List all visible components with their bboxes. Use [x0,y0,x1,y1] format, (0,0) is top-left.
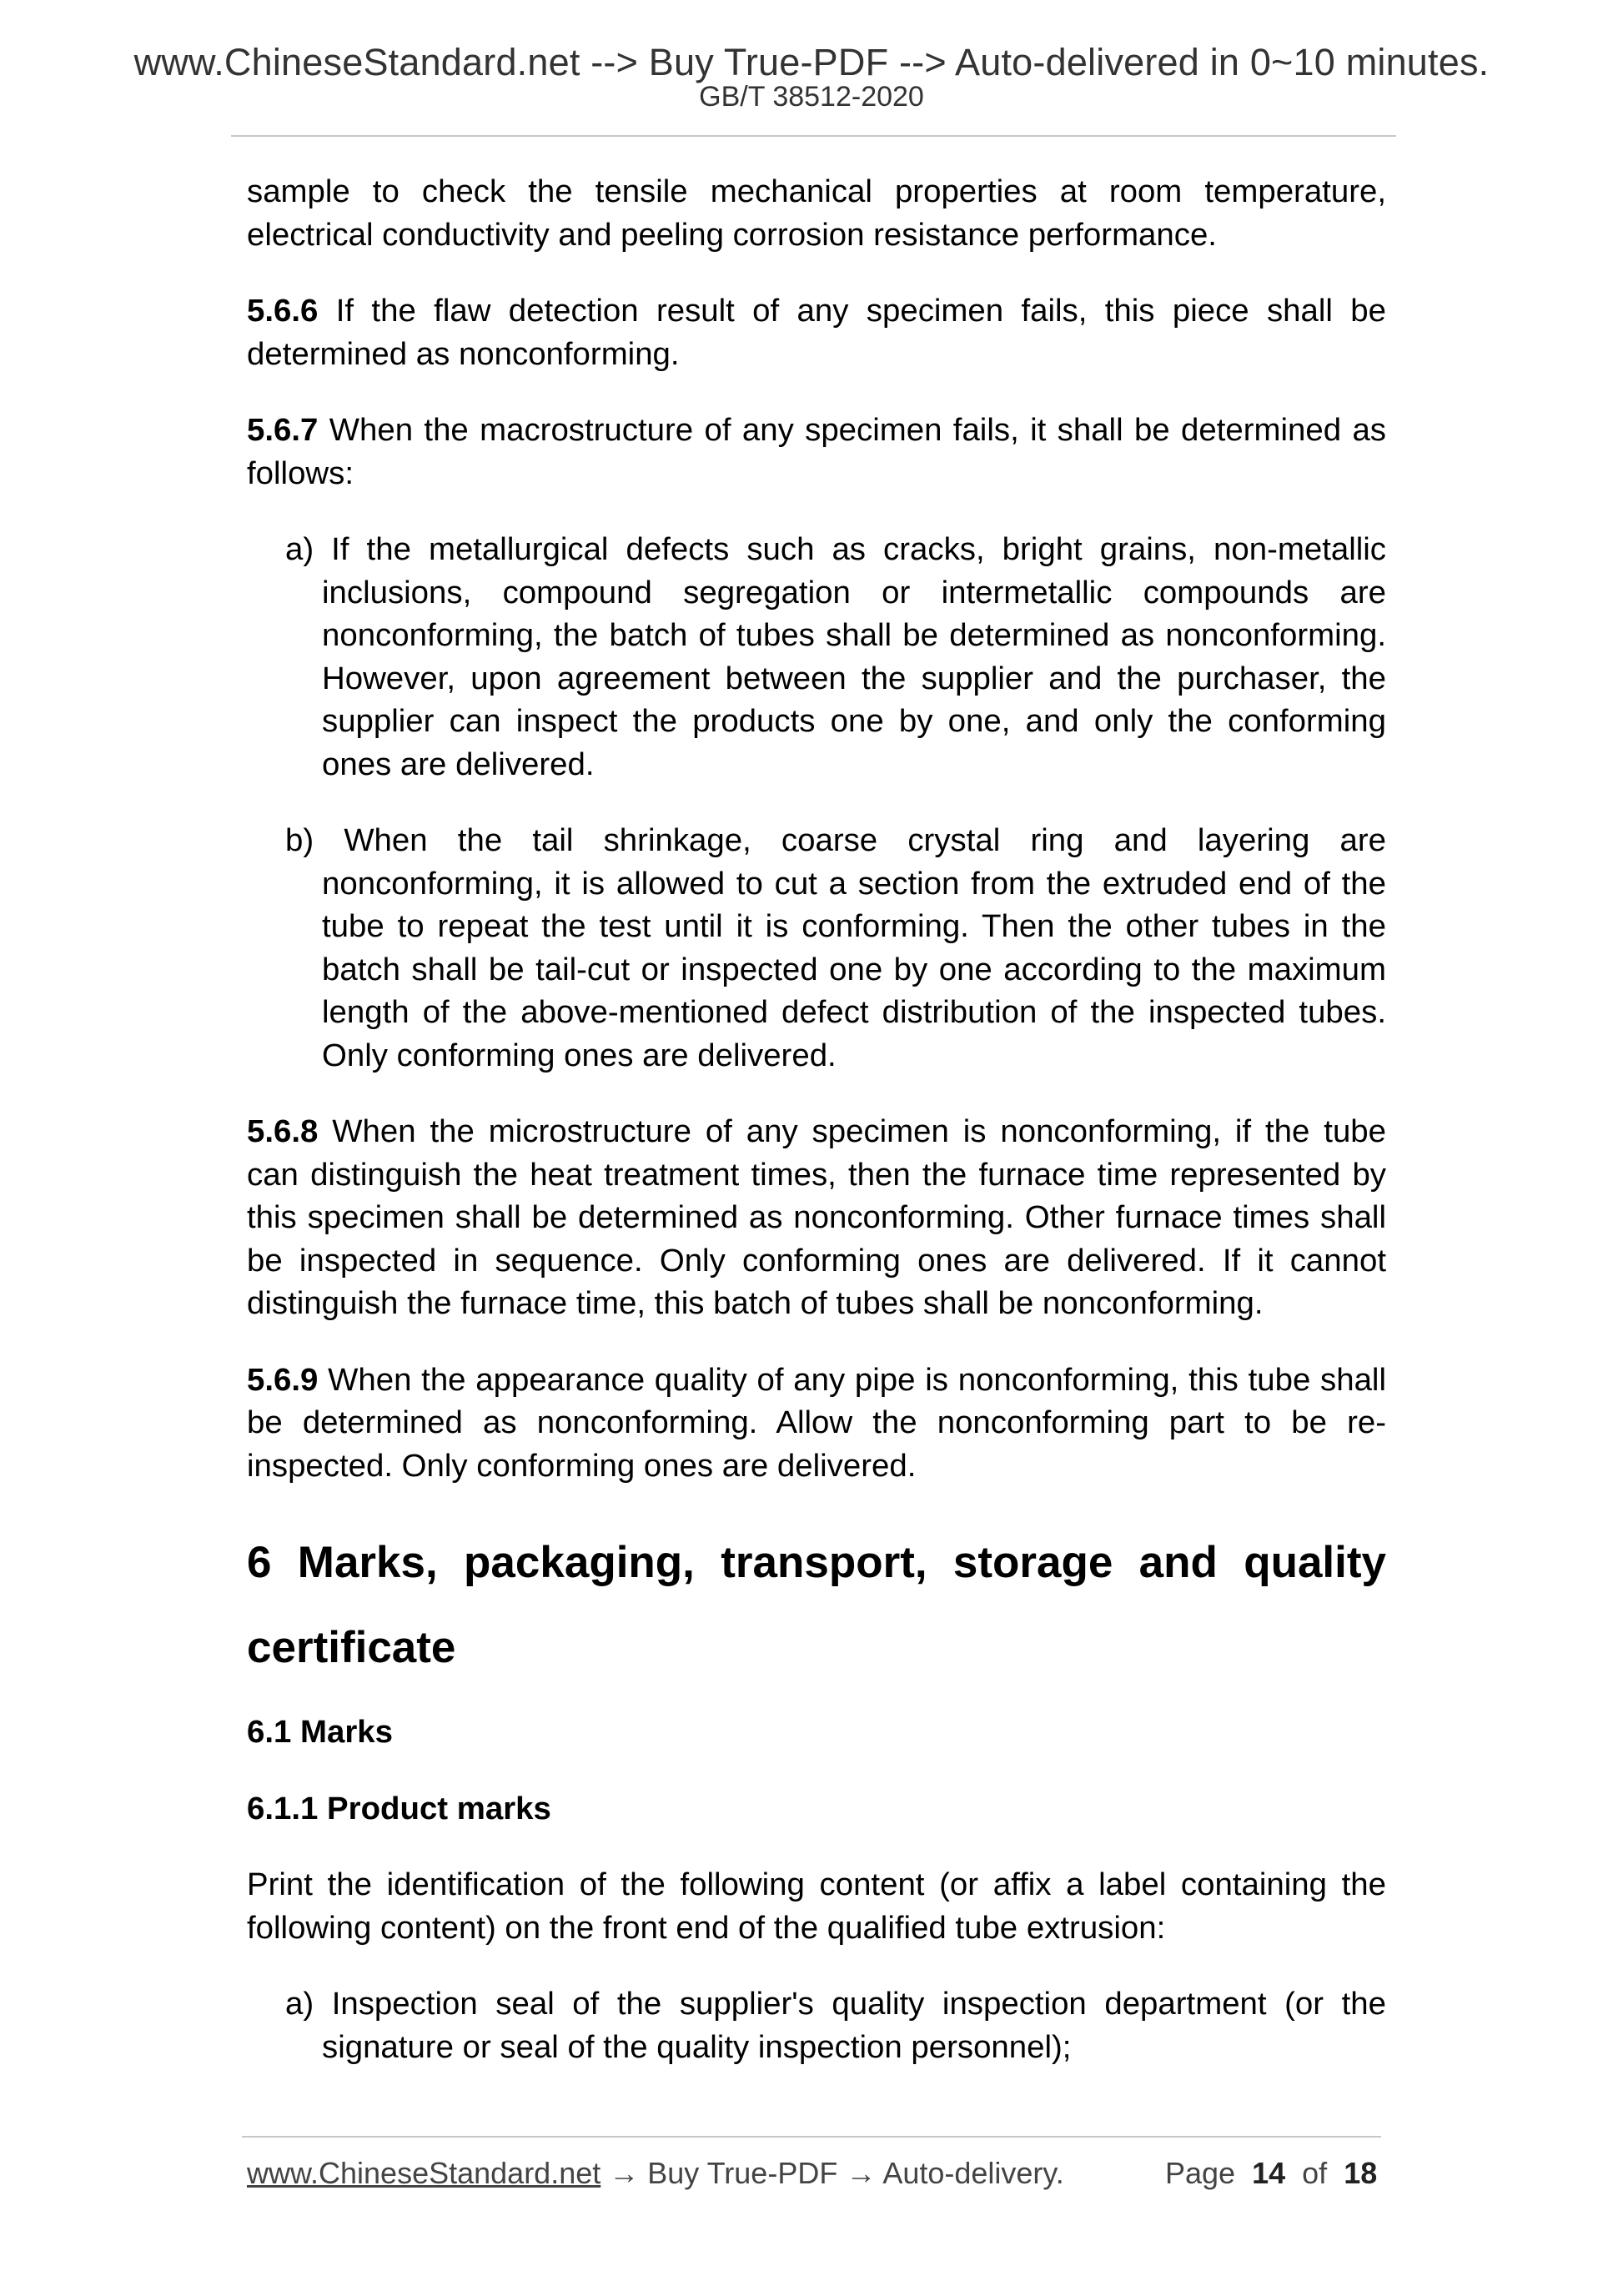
list-item-b: b) When the tail shrinkage, coarse crystal ring and layering are nonconforming, it is allowed to cut a section from the extruded end of the tube to repeat the test until it is conforming. Then the other tubes in the batch shall be tail-cut or inspected one by one according to the maximum length of the above-mentioned defect distribution of the inspected tubes. Only conforming ones are delivered. [285,822,1386,1073]
footer-tagline: → Buy True-PDF → Auto-delivery. [600,2156,1064,2190]
section-heading-6-1-1: 6.1.1 Product marks [247,1790,551,1826]
header-banner: www.ChineseStandard.net --> Buy True-PDF --> Auto-delivered in 0~10 minutes. [133,41,1490,83]
clause-number: 5.6.8 [247,1113,319,1149]
footer-divider [242,2136,1381,2138]
list-item-6-1-1-a: a) Inspection seal of the supplier's quality inspection department (or the signature or seal of the quality inspection personnel); [285,1986,1386,2065]
paragraph-intro: sample to check the tensile mechanical properties at room temperature, electrical conductivity and peeling corrosion resistance performance. [247,173,1386,253]
page-indicator [1165,2158,1377,2188]
clause-number: 5.6.6 [247,293,319,329]
clause-text: If the flaw detection result of any specimen fails, this piece shall be determined as nonconforming. [247,293,1386,372]
document-number: GB/T 38512-2020 [699,81,924,113]
clause-5-6-6 [247,289,1386,375]
page-label: Page [1165,2156,1236,2190]
clause-number: 5.6.7 [247,412,319,448]
paragraph-6-1-1: Print the identification of the following content (or affix a label containing the following content) on the front end of the qualified tube extrusion: [247,1866,1386,1946]
page-total: 18 [1344,2156,1378,2190]
section-heading-6-1: 6.1 Marks [247,1714,394,1750]
clause-text: When the microstructure of any specimen is nonconforming, if the tube can distinguish the heat treatment times, then the furnace time represented by this specimen shall be determined as nonconforming. Other furnace times shall be inspected in sequence. Only conforming ones are delivered. If it cannot distinguish the furnace time, this batch of tubes shall be nonconforming. [247,1113,1386,1321]
clause-text: When the macrostructure of any specimen fails, it shall be determined as follows: [247,412,1386,491]
page-footer [247,2156,1378,2190]
list-item-a: a) If the metallurgical defects such as cracks, bright grains, non-metallic inclusions, compound segregation or intermetallic compounds are nonconforming, the batch of tubes shall be determined as nonconforming. However, upon agreement between the supplier and the purchaser, the supplier can inspect the products one by one, and only the conforming ones are delivered. [285,531,1386,782]
footer-site-link[interactable]: www.ChineseStandard.net [247,2156,601,2190]
page-current: 14 [1252,2156,1286,2190]
page-content [247,170,1386,2102]
clause-number: 5.6.9 [247,1361,319,1398]
header-divider [231,135,1396,137]
clause-5-6-9 [247,1359,1386,1488]
clause-5-6-8 [247,1110,1386,1325]
page-of: of [1302,2156,1328,2190]
clause-5-6-7 [247,409,1386,495]
clause-text: When the appearance quality of any pipe is nonconforming, this tube shall be determined as nonconforming. Allow the nonconforming part to be re-inspected. Only conforming ones are delivered. [247,1361,1386,1484]
section-heading-6: 6 Marks, packaging, transport, storage and quality certificate [247,1538,1386,1672]
